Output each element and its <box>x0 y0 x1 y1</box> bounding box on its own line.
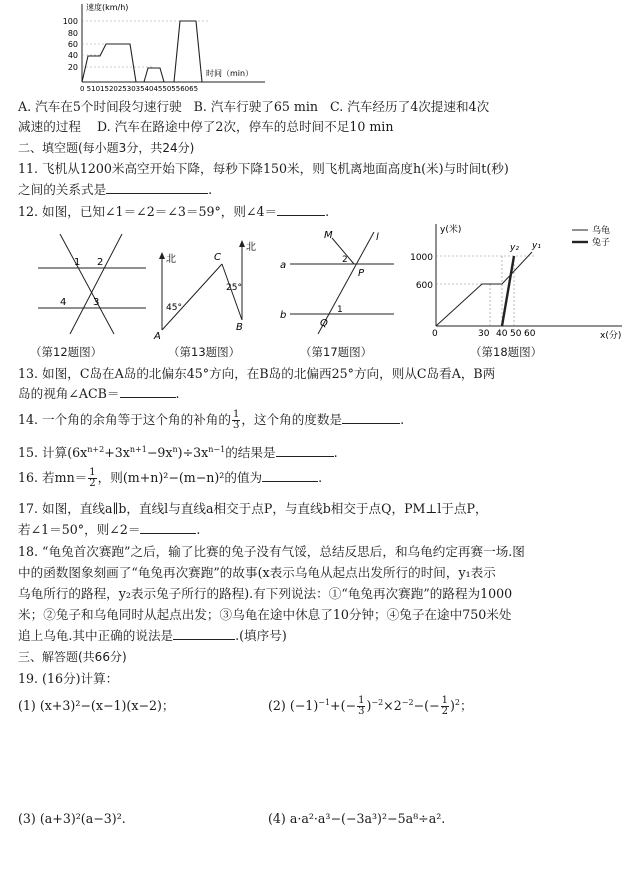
q19-part4: (4) a·a²·a³−(−3a³)²−5a⁸÷a². <box>268 811 446 826</box>
svg-text:y₂: y₂ <box>510 243 519 253</box>
svg-text:0: 0 <box>432 329 438 339</box>
svg-text:25°: 25° <box>226 283 242 293</box>
figure-17 <box>276 226 396 338</box>
q18-line2: 中的函数图象刻画了“龟兔再次赛跑”的故事(x表示乌龟从起点出发所行的时间，y₁表示 <box>18 565 496 580</box>
y-axis-label: 速度(km/h) <box>86 3 129 12</box>
figure-13 <box>150 238 260 340</box>
svg-text:1: 1 <box>74 257 81 268</box>
y-tick-100: 100 <box>62 17 78 26</box>
q14: 14. 一个角的余角等于这个角的补角的 $\frac{1}{3}$ ，这个角的度数是 . <box>18 409 405 431</box>
section-heading-fill-in: 二、填空题(每小题3分，共24分) <box>18 141 195 155</box>
q16: 16. 若mn＝ $\frac{1}{2}$ ，则(m+n)²−(m−n)²的值为 . <box>18 467 323 489</box>
svg-text:30: 30 <box>478 329 490 339</box>
q18-line3: 乌龟所行的路程，y₂表示兔子所行的路程).有下列说法：①“龟兔再次赛跑”的路程为1000 <box>18 586 513 601</box>
q19-part2: (2) $(-1)^{-1}+(-$ $\frac{1}{3}$ )$^{-2}\times 2^{-2}-(-$ $\frac{1}{2}$ )$^2$； <box>268 695 473 718</box>
figure-18 <box>404 220 626 340</box>
speed-time-chart <box>60 0 270 92</box>
svg-text:2: 2 <box>342 255 348 265</box>
svg-text:M: M <box>324 230 333 241</box>
svg-text:45°: 45° <box>166 303 182 313</box>
q19-part3: (3) (a+3)²(a−3)². <box>18 811 126 826</box>
svg-text:A: A <box>154 331 161 340</box>
svg-text:40: 40 <box>496 329 508 339</box>
svg-text:a: a <box>280 260 287 271</box>
hare-line <box>502 256 514 326</box>
q13-line2: 岛的视角∠ACB＝ . <box>18 386 180 401</box>
figure-12 <box>34 228 150 340</box>
speed-curve <box>82 21 202 82</box>
svg-text:B: B <box>236 322 243 333</box>
svg-text:60: 60 <box>524 329 536 339</box>
svg-text:兔子: 兔子 <box>592 238 611 248</box>
svg-text:50: 50 <box>510 329 522 339</box>
tortoise-line <box>436 252 532 326</box>
svg-text:北: 北 <box>166 254 176 265</box>
svg-text:x(分): x(分) <box>600 331 622 340</box>
q18-line5: 追上乌龟.其中正确的说法是 .(填序号) <box>18 628 287 643</box>
y-tick-60: 60 <box>67 40 78 49</box>
caption-fig12: （第12题图） <box>30 345 103 359</box>
q19-title: 19. (16分)计算： <box>18 671 119 686</box>
x-axis-label: 时间（min） <box>206 69 254 78</box>
svg-text:600: 600 <box>415 281 433 291</box>
q17-line1: 17. 如图，直线a∥b，直线l与直线a相交于点P，与直线b相交于点Q，PM⊥l于点P， <box>18 501 488 516</box>
svg-text:y₁: y₁ <box>532 241 541 251</box>
q11-line1: 11. 飞机从1200米高空开始下降，每秒下降150米，则飞机离地面高度h(米)与时间t(秒) <box>18 161 509 176</box>
q15: 15. 计算$(6x^{n+2}+3x^{n+1}-9x^n)\div 3x^{n-1}$的结果是 . <box>18 445 338 461</box>
y-tick-20: 20 <box>67 63 78 72</box>
svg-text:4: 4 <box>60 297 67 308</box>
svg-text:1000: 1000 <box>410 253 433 263</box>
q13-line1: 13. 如图，C岛在A岛的北偏东45°方向，在B岛的北偏西25°方向，则从C岛看A，B两 <box>18 366 496 381</box>
svg-text:y(米): y(米) <box>440 225 462 235</box>
svg-text:2: 2 <box>97 257 104 268</box>
svg-text:P: P <box>358 268 365 279</box>
q19-part1: (1) (x+3)²−(x−1)(x−2)； <box>18 698 175 713</box>
q10-options-line1: A. 汽车在5个时间段匀速行驶 B. 汽车行驶了65 min C. 汽车经历了4次提速和4次 <box>18 99 490 114</box>
q17-line2: 若∠1＝50°，则∠2＝ . <box>18 522 201 537</box>
svg-text:C: C <box>214 252 221 263</box>
caption-fig18: （第18题图） <box>470 345 543 359</box>
svg-text:北: 北 <box>246 242 256 253</box>
q10-options-line2: 减速的过程 D. 汽车在路途中停了2次，停车的总时间不足10 min <box>18 119 394 134</box>
section-heading-solve: 三、解答题(共66分) <box>18 650 127 664</box>
svg-text:b: b <box>280 310 287 321</box>
svg-text:3: 3 <box>93 297 100 308</box>
svg-text:乌龟: 乌龟 <box>592 226 611 236</box>
q18-line4: 米；②兔子和乌龟同时从起点出发；③乌龟在途中休息了10分钟；④兔子在途中750米处 <box>18 607 512 622</box>
caption-fig17: （第17题图） <box>300 345 373 359</box>
svg-text:1: 1 <box>337 305 343 315</box>
caption-fig13: （第13题图） <box>168 345 241 359</box>
x-ticks: 0 5101520253035404550556065 <box>80 85 199 92</box>
q12: 12. 如图，已知∠1＝∠2＝∠3＝59°，则∠4＝ . <box>18 204 330 219</box>
q11-line2: 之间的关系式是 . <box>18 182 213 197</box>
svg-text:l: l <box>376 232 379 243</box>
svg-text:Q: Q <box>320 318 328 329</box>
y-tick-40: 40 <box>67 51 78 60</box>
y-tick-80: 80 <box>67 29 78 38</box>
q18-line1: 18. “龟兔首次赛跑”之后，输了比赛的兔子没有气馁，总结反思后，和乌龟约定再赛一场.图 <box>18 544 525 559</box>
